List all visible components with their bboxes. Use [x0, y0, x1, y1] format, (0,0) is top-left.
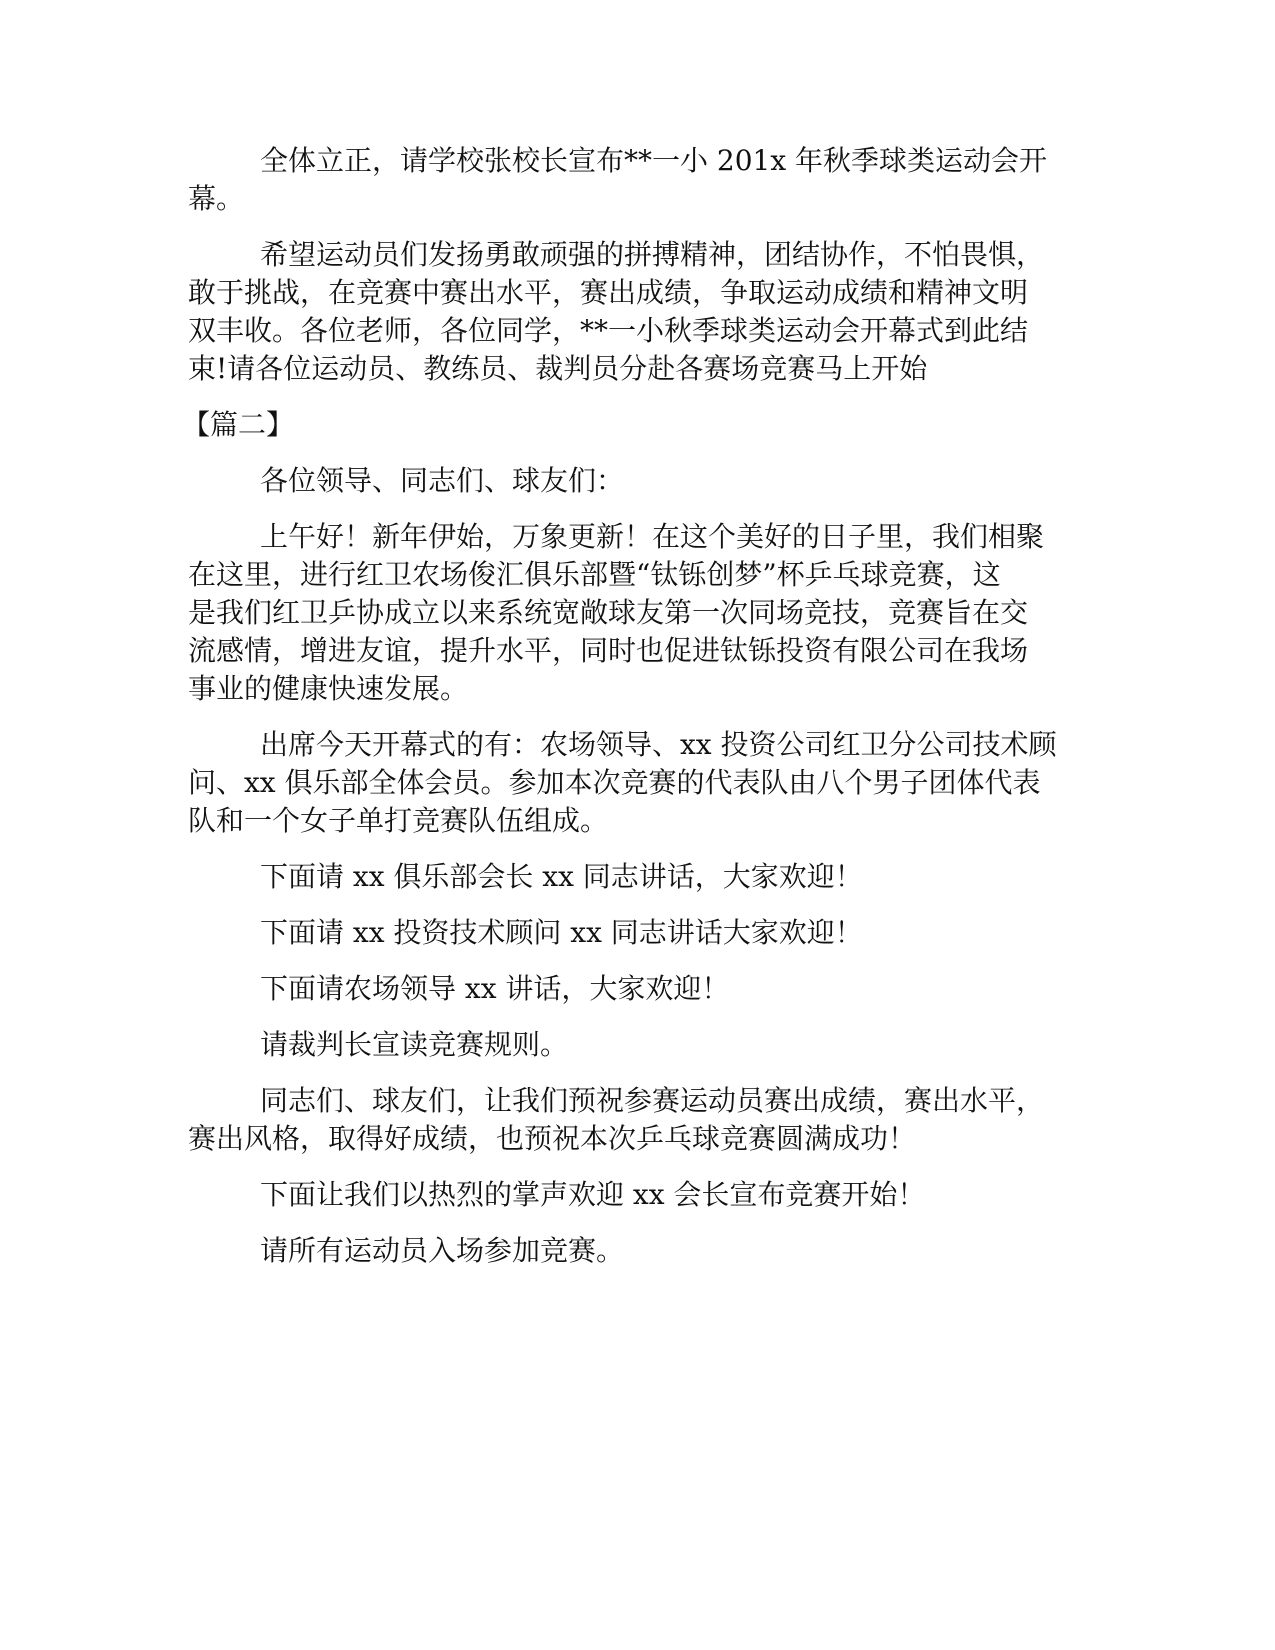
text-line: 问、xx 俱乐部全体会员。参加本次竞赛的代表队由八个男子团体代表	[188, 766, 1041, 799]
text-line: 敢于挑战，在竞赛中赛出水平，赛出成绩，争取运动成绩和精神文明	[188, 276, 1029, 309]
paragraph-advisor-speech	[188, 914, 1088, 952]
paragraph-athlete-encouragement	[188, 236, 1088, 388]
paragraph-greeting	[188, 518, 1088, 708]
text-line: 赛出风格，取得好成绩，也预祝本次乒乓球竞赛圆满成功！	[188, 1122, 917, 1155]
paragraph-club-president-speech	[188, 858, 1088, 896]
text-line: 事业的健康快速发展。	[188, 672, 469, 705]
text-line: 希望运动员们发扬勇敢顽强的拼搏精神，团结协作，不怕畏惧，	[260, 238, 1045, 271]
text-line: 在这里，进行红卫农场俊汇俱乐部暨“钛铄创梦”杯乒乓球竞赛，这	[188, 558, 1001, 591]
heading-text: 【篇二】	[182, 408, 295, 441]
paragraph-wishes	[188, 1082, 1088, 1158]
paragraph-competition-start	[188, 1176, 1088, 1214]
paragraph-farm-leader-speech	[188, 970, 1088, 1008]
section-heading	[182, 406, 1088, 444]
text-line: 上午好！新年伊始，万象更新！在这个美好的日子里，我们相聚	[260, 520, 1045, 553]
paragraph-attendees	[188, 726, 1088, 840]
paragraph-referee-rules	[188, 1026, 1088, 1064]
paragraph-athletes-enter	[188, 1232, 1088, 1270]
text-line: 同志们、球友们，让我们预祝参赛运动员赛出成绩，赛出水平，	[260, 1084, 1045, 1117]
text-line: 下面请 xx 俱乐部会长 xx 同志讲话，大家欢迎！	[260, 860, 863, 893]
paragraph-opening-ceremony	[188, 142, 1088, 218]
document-body	[182, 142, 1088, 1288]
text-line: 下面让我们以热烈的掌声欢迎 xx 会长宣布竞赛开始！	[260, 1178, 926, 1211]
text-line: 各位领导、同志们、球友们：	[260, 464, 625, 497]
text-line: 队和一个女子单打竞赛队伍组成。	[188, 804, 609, 837]
paragraph-salutation	[188, 462, 1088, 500]
text-line: 下面请 xx 投资技术顾问 xx 同志讲话大家欢迎！	[260, 916, 863, 949]
text-line: 双丰收。各位老师，各位同学，**一小秋季球类运动会开幕式到此结	[188, 314, 1029, 347]
text-line: 下面请农场领导 xx 讲话，大家欢迎！	[260, 972, 730, 1005]
text-line: 请所有运动员入场参加竞赛。	[260, 1234, 625, 1267]
text-line: 流感情，增进友谊，提升水平，同时也促进钛铄投资有限公司在我场	[188, 634, 1029, 667]
text-line: 全体立正，请学校张校长宣布**一小 201x 年秋季球类运动会开	[260, 144, 1048, 177]
text-line: 出席今天开幕式的有：农场领导、xx 投资公司红卫分公司技术顾	[260, 728, 1057, 761]
text-line: 束!请各位运动员、教练员、裁判员分赴各赛场竞赛马上开始	[188, 352, 928, 385]
text-line: 请裁判长宣读竞赛规则。	[260, 1028, 569, 1061]
text-line: 幕。	[188, 182, 245, 215]
text-line: 是我们红卫乒协成立以来系统宽敞球友第一次同场竞技，竞赛旨在交	[188, 596, 1029, 629]
